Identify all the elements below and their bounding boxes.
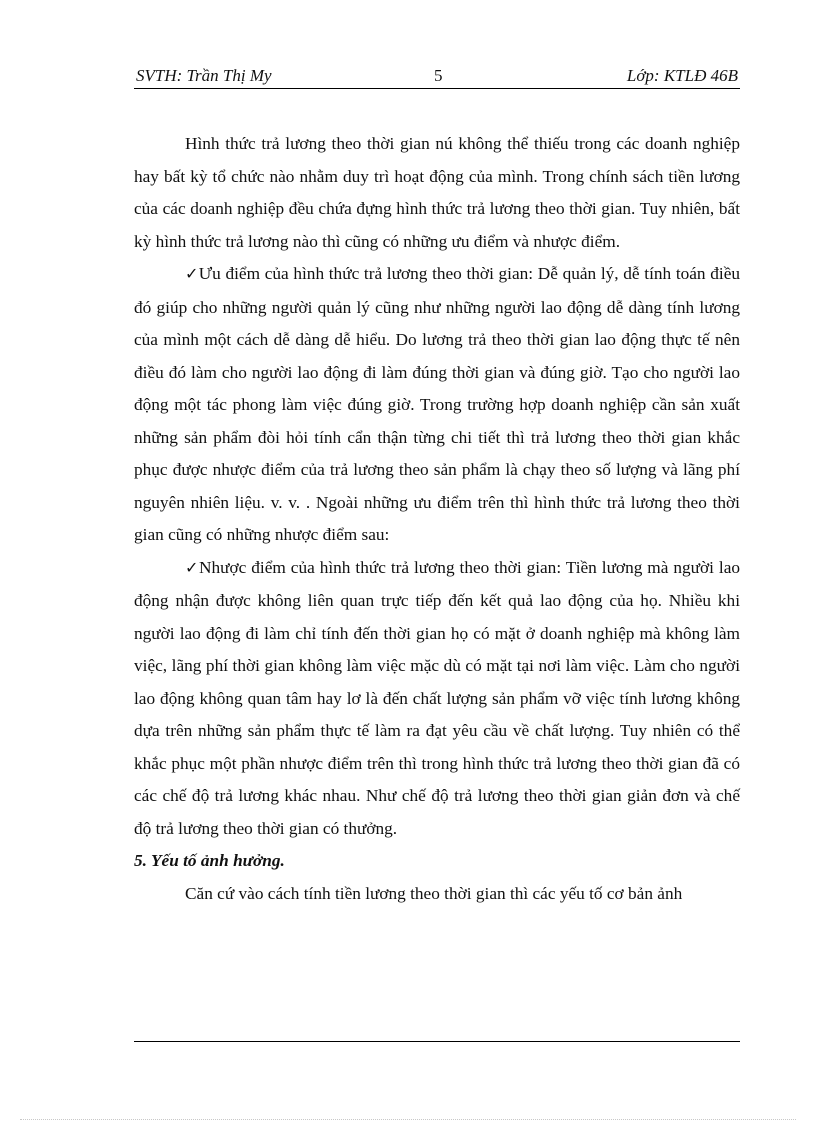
- document-body: [134, 128, 740, 910]
- paragraph-intro: Hình thức trả lương theo thời gian nú không thể thiếu trong các doanh nghiệp hay bất kỳ tổ chức nào nhằm duy trì hoạt động của mình. Trong chính sách tiền lương của các doanh nghiệp đều chứa đựng hình thức trả lương theo thời gian. Tuy nhiên, bất kỳ hình thức trả lương nào thì cũng có những ưu điểm và nhược điểm.: [134, 134, 740, 251]
- checkmark-icon: ✓: [185, 559, 200, 577]
- page-edge-divider: [20, 1119, 796, 1120]
- paragraph-disadvantages: [134, 552, 740, 846]
- page-number: 5: [434, 66, 443, 85]
- section-heading: 5. Yếu tố ảnh hưởng.: [134, 851, 285, 870]
- class-label: Lớp: KTLĐ 46B: [626, 66, 738, 85]
- disadvantages-text: Nhược điểm của hình thức trả lương theo thời gian: Tiền lương mà người lao động nhận được không liên quan trực tiếp đến kết quả lao động của họ. Nhiều khi người lao động đi làm chỉ tính đến thời gian họ có mặt ở doanh nghiệp mà không làm việc, lãng phí thời gian không làm việc mặc dù có mặt tại nơi làm việc. Làm cho người lao động không quan tâm hay lơ là đến chất lượng sản phẩm vỡ việc tính lương không dựa trên những sản phẩm thực tế làm ra đạt yêu cầu về chất lượng. Tuy nhiên có thể khắc phục một phần nhược điểm trên thì trong hình thức trả lương theo thời gian đã có các chế độ trả lương khác nhau. Như chế độ trả lương theo thời gian giản đơn và chế độ trả lương theo thời gian có thưởng.: [134, 557, 741, 838]
- paragraph-factors: Căn cứ vào cách tính tiền lương theo thời gian thì các yếu tố cơ bản ảnh: [185, 883, 683, 903]
- student-name: SVTH: Trần Thị My: [136, 66, 272, 85]
- advantages-text: Ưu điểm của hình thức trả lương theo thời gian: Dễ quản lý, dễ tính toán điều đó giúp cho những người quản lý cũng như những người lao động dễ dàng tính lương của mình một cách dễ dàng dễ hiểu. Do lương trả theo thời gian lao động thực tế nên điều đó làm cho người lao động đi làm đúng thời gian và đúng giờ. Tạo cho người lao động một tác phong làm việc đúng giờ. Trong trường hợp doanh nghiệp cần sản xuất những sản phẩm đòi hỏi tính cẩn thận từng chi tiết thì trả lương theo thời gian khắc phục được nhược điểm của trả lương theo sản phẩm là chạy theo số lượng và lãng phí nguyên nhiên liệu. v. v. . Ngoài những ưu điểm trên thì hình thức trả lương theo thời gian cũng có những nhược điểm sau:: [134, 264, 741, 544]
- page-header: [134, 64, 740, 89]
- paragraph-advantages: [134, 258, 740, 552]
- checkmark-icon: ✓: [185, 266, 199, 283]
- footer-divider: [134, 1041, 740, 1042]
